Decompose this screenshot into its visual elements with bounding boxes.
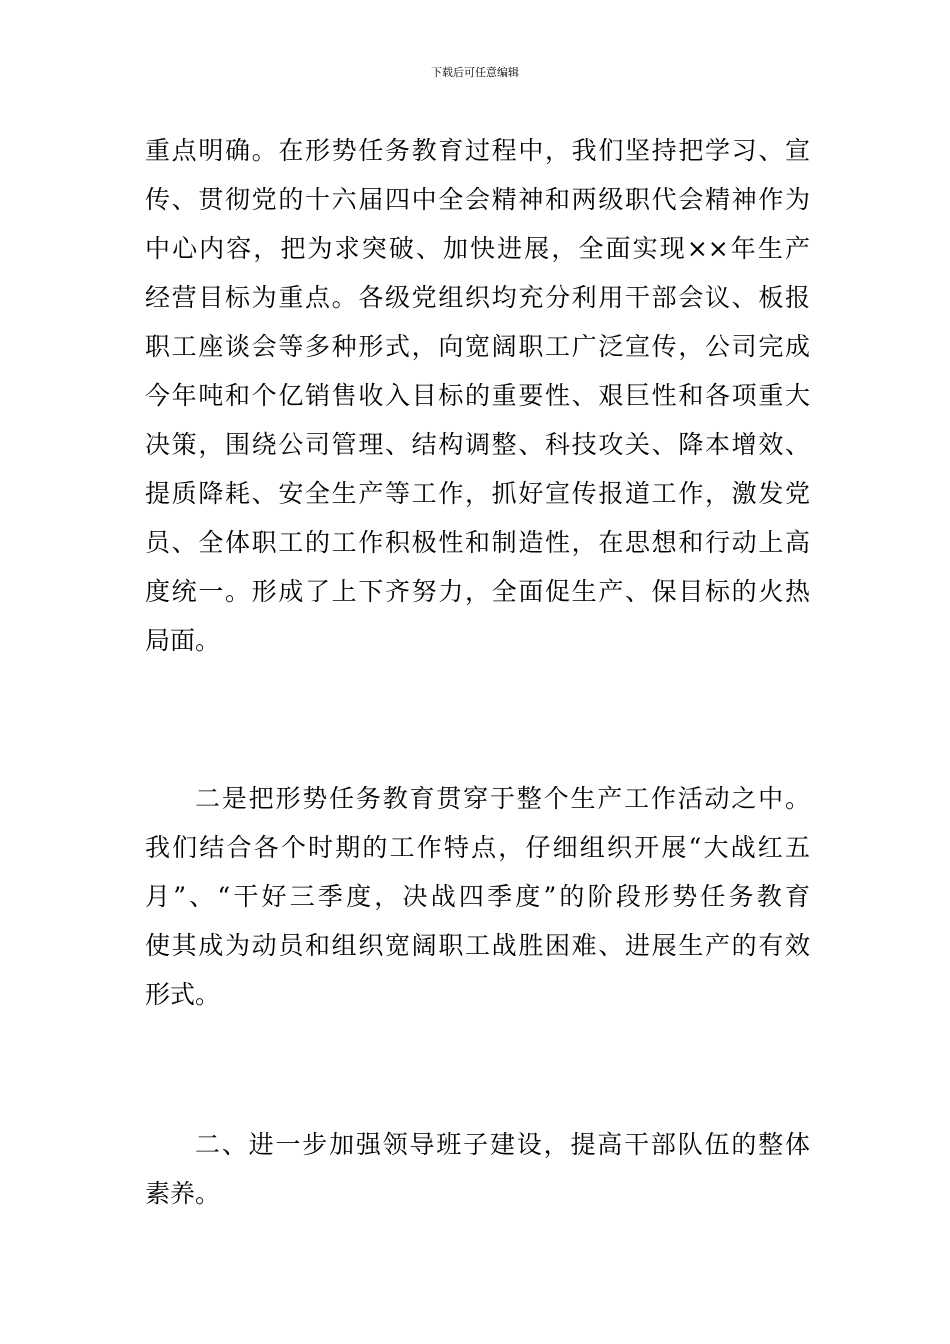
body-paragraph	[145, 126, 810, 665]
text-line: 决策，围绕公司管理、结构调整、科技攻关、降本增效、	[145, 430, 810, 459]
text-line: 我们结合各个时期的工作特点，仔细组织开展“大战红五	[145, 833, 810, 862]
section-heading-paragraph	[145, 1120, 810, 1218]
text-line: 局面。	[145, 626, 221, 655]
text-line: 传、贯彻党的十六届四中全会精神和两级职代会精神作为	[145, 185, 810, 214]
text-line: 中心内容，把为求突破、加快进展，全面实现××年生产	[145, 234, 810, 263]
text-line: 度统一。形成了上下齐努力，全面促生产、保目标的火热	[145, 577, 810, 606]
text-line: 月”、“干好三季度，决战四季度”的阶段形势任务教育	[145, 882, 810, 911]
text-line: 二、进一步加强领导班子建设，提高干部队伍的整体	[195, 1130, 810, 1159]
text-line: 提质降耗、安全生产等工作，抓好宣传报道工作，激发党	[145, 479, 810, 508]
text-line: 经营目标为重点。各级党组织均充分利用干部会议、板报	[145, 283, 810, 312]
text-line: 职工座谈会等多种形式，向宽阔职工广泛宣传，公司完成	[145, 332, 810, 361]
page-header: 下载后可任意编辑	[431, 66, 519, 79]
body-paragraph	[145, 774, 810, 1019]
text-line: 员、全体职工的工作积极性和制造性，在思想和行动上高	[145, 528, 810, 557]
text-line: 使其成为动员和组织宽阔职工战胜困难、进展生产的有效	[145, 931, 810, 960]
text-line: 形式。	[145, 980, 221, 1009]
text-line: 今年吨和个亿销售收入目标的重要性、艰巨性和各项重大	[145, 381, 810, 410]
text-line: 素养。	[145, 1179, 221, 1208]
text-line: 二是把形势任务教育贯穿于整个生产工作活动之中。	[195, 784, 810, 813]
text-line: 重点明确。在形势任务教育过程中，我们坚持把学习、宣	[145, 136, 810, 165]
